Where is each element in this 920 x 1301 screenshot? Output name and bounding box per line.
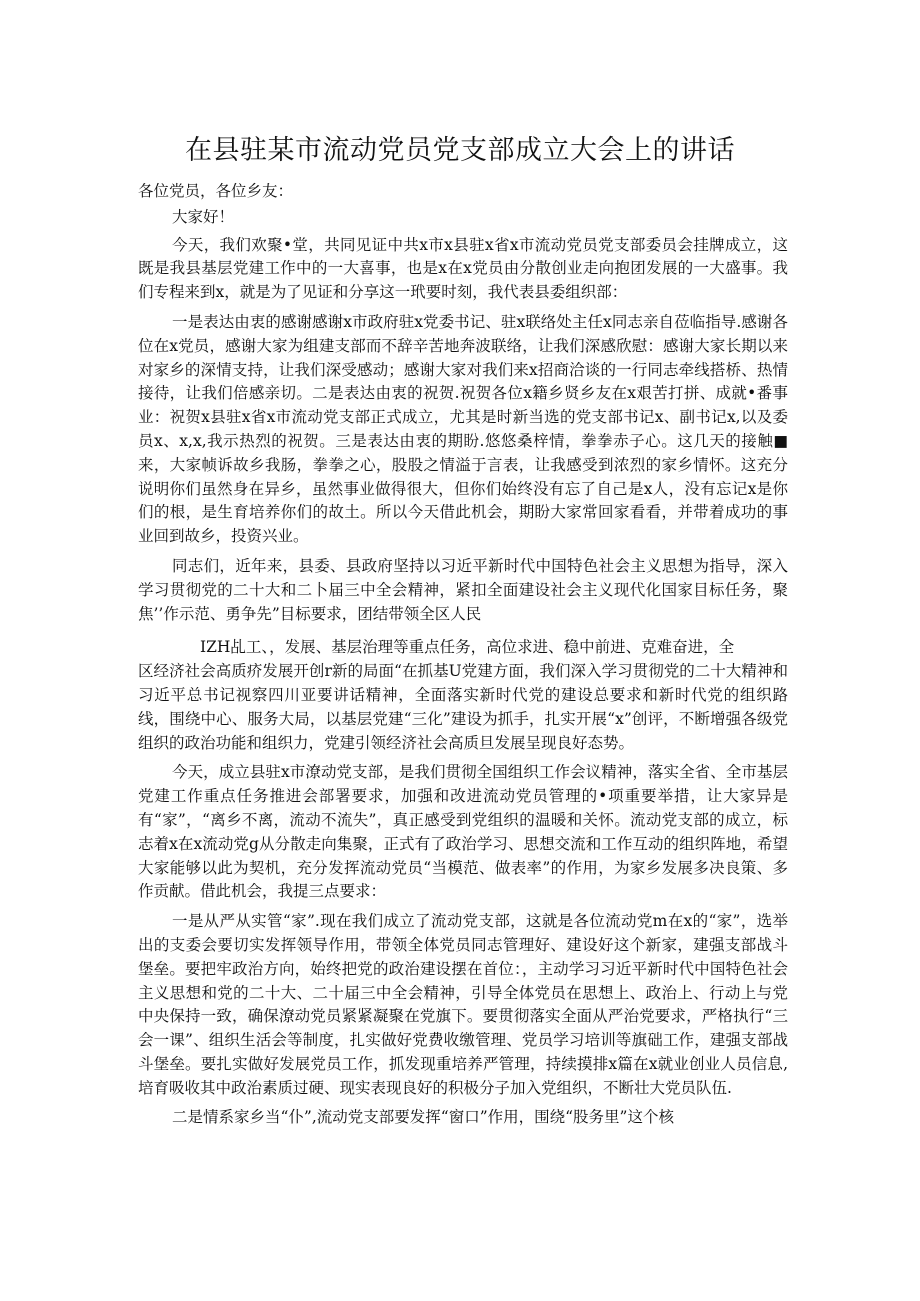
paragraph-requirement-one: 一是从严从实管“家”.现在我们成立了流动党支部，这就是各位流动党m在x的“家”，选举出的支委会要切实发挥领导作用，带领全体党员同志管理好、建设好这个新家，建强支部战斗堡垒。要把牢政治方向，始终把党的政治建设摆在首位：，主动学习习近平新时代中国特色社会主义思想和党的二十大、二十届三中全会精神，引导全体党员在思想上、政治上、行动上与党中央保持一致，确保潦动党员紧紧凝聚在党旗下。要贯彻落实全面从严治党要求，严格执行“三会一课”、组织生活会等制度，扎实做好党费收缴管理、党员学习培训等旗础工作，建强支部战斗堡垒。要扎实做好发展党员工作，抓发现重培养严管理，持续摸排x篇在x就业创业人员信息,培育吸收其中政治素质过硬、现实表现良好的积极分子加入党组织，不断壮大党员队伍. [138, 912, 788, 1097]
paragraph-thanks-congrats: 一是表达由衷的感谢感谢x市政府驻x党委书记、驻x联络处主任x同志亲自莅临指导.感谢各位在x党员，感谢大家为组建支部而不辞辛苦地奔波联络，让我们深感欣慰：感谢大家长期以来对家乡的深情支持，让我们深受感动；感谢大家对我们来x招商洽谈的一行同志牵线搭桥、热情接待，让我们倍感亲切。二是表达由衷的祝贺.祝贺各位x籍乡贤乡友在x艰苦打拼、成就•番事业：祝贺x县驻x省x市流动党支部正式成立，尤其是时新当选的党支部书记x、副书记x,以及委员x、x,x,我示热烈的祝贺。三是表达由衷的期盼.悠悠桑梓情，拳拳赤子心。这几天的接触■来，大家帧诉故乡我肠，拳拳之心，股股之情溢于言表，让我感受到浓烈的家乡情怀。这充分说明你们虽然身在异乡，虽然事业做得很大，但你们始终没有忘了自己是x人，没有忘记x是你们的根，是生育培养你们的故土。所以今天借此机会，期盼大家常回家看看，并带着成功的事业回到故乡，投资兴业。 [138, 312, 788, 546]
paragraph-achievements: 同志们，近年来，县委、县政府坚持以习近平新时代中国特色社会主义思想为指导，深入学习贯彻党的二十大和二卜届三中全会精神，紧扣全面建设社会主义现代化国家目标任务，聚焦’’作示范、勇争先”目标要求，团结带领全区人民 [138, 556, 788, 623]
paragraph-inset-rest: 区经济社会高质疥发展开创r新的局面“在抓基U党建方面，我们深入学习贯彻党的二十大精神和习近平总书记视察四川亚要讲话精神，全面落实新时代党的建设总要求和新时代党的组织路线，围绕中心、服务大局，以基层党建“三化”建设为抓手，扎实开展“x”创评，不断增强各级党组织的政治功能和组织力，党建引领经济社会高质旦发展呈现良好态势。 [138, 662, 788, 752]
paragraph-opening: 今天，我们欢聚•堂，共同见证中共x市x县驻x省x市流动党员党支部委员会挂牌成立，这既是我县基层党建工作中的一大喜事，也是x在x党员由分散创业走向抱团发展的一大盛事。我们专程来到x，就是为了见证和分享这一玳要时刻，我代表县委组织部： [138, 235, 788, 302]
greeting: 大家好！ [172, 207, 235, 226]
paragraph-requirement-two: 二是情系家乡当“仆”,流动党支部要发挥“窗口”作用，围绕“股务里”这个核 [172, 1108, 674, 1127]
document-body [138, 180, 788, 1130]
paragraph-branch-founding: 今天，成立县驻x市潦动党支部，是我们贯彻全国组织工作会议精神，落实全省、全市基层党建工作重点任务推进会部署要求，加强和改进流动党员管理的•项重要举措，让大家异是有“家”，“离乡不离，流动不流失”，真正感受到党组织的温暖和关怀。流动党支部的成立，标志着x在x流动党g从分散走向集聚，正式有了政治学习、思想交流和工作互动的组织阵地，希望大家能够以此为契机，充分发挥流动党员“当模范、做表率”的作用，为家乡发展多决良策、多作贡献。借此机会，我提三点要求： [138, 763, 788, 901]
document-title: 在县驻某市流动党员党支部成立大会上的讲话 [185, 135, 735, 166]
salutation: 各位党员，各位乡友： [138, 182, 294, 200]
paragraph-inset-lead: IZH乩工、，发展、基层治理等重点任务，高位求进、稳中前进、克难奋进，全 [200, 638, 735, 657]
